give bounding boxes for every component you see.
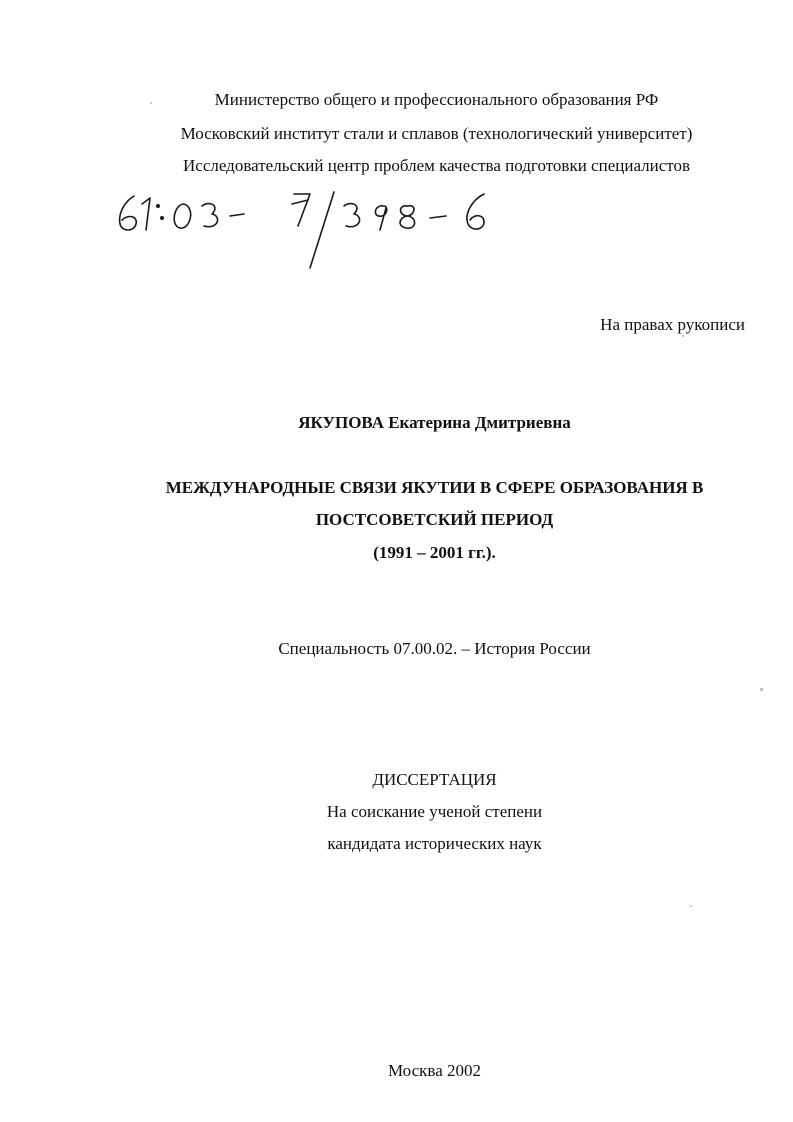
degree-purpose-line-1: На соискание ученой степени: [326, 802, 543, 821]
dissertation-title-line-2: ПОСТСОВЕТСКИЙ ПЕРИОД: [315, 510, 554, 529]
institute-name: Московский институт стали и сплавов (технологический университет): [180, 124, 693, 143]
scan-speck: [682, 335, 684, 337]
research-center-name: Исследовательский центр проблем качества подготовки специалистов: [183, 156, 690, 175]
author-name: ЯКУПОВА Екатерина Дмитриевна: [298, 413, 571, 432]
city-year: Москва 2002: [387, 1061, 482, 1080]
scan-speck: [760, 688, 763, 691]
rights-note: На правах рукописи: [600, 315, 745, 334]
specialty: Специальность 07.00.02. – История России: [278, 639, 591, 658]
handwritten-archive-code: [112, 186, 512, 276]
scan-speck: [150, 102, 152, 104]
document-type: ДИССЕРТАЦИЯ: [372, 770, 497, 789]
dissertation-title-line-1: МЕЖДУНАРОДНЫЕ СВЯЗИ ЯКУТИИ В СФЕРЕ ОБРАЗОВАНИЯ В: [165, 478, 704, 497]
scan-speck: [690, 905, 692, 907]
degree-purpose-line-2: кандидата исторических наук: [327, 834, 542, 853]
dissertation-title-line-3: (1991 – 2001 гг.).: [373, 543, 496, 562]
ministry-name: Министерство общего и профессионального образования РФ: [214, 90, 659, 109]
